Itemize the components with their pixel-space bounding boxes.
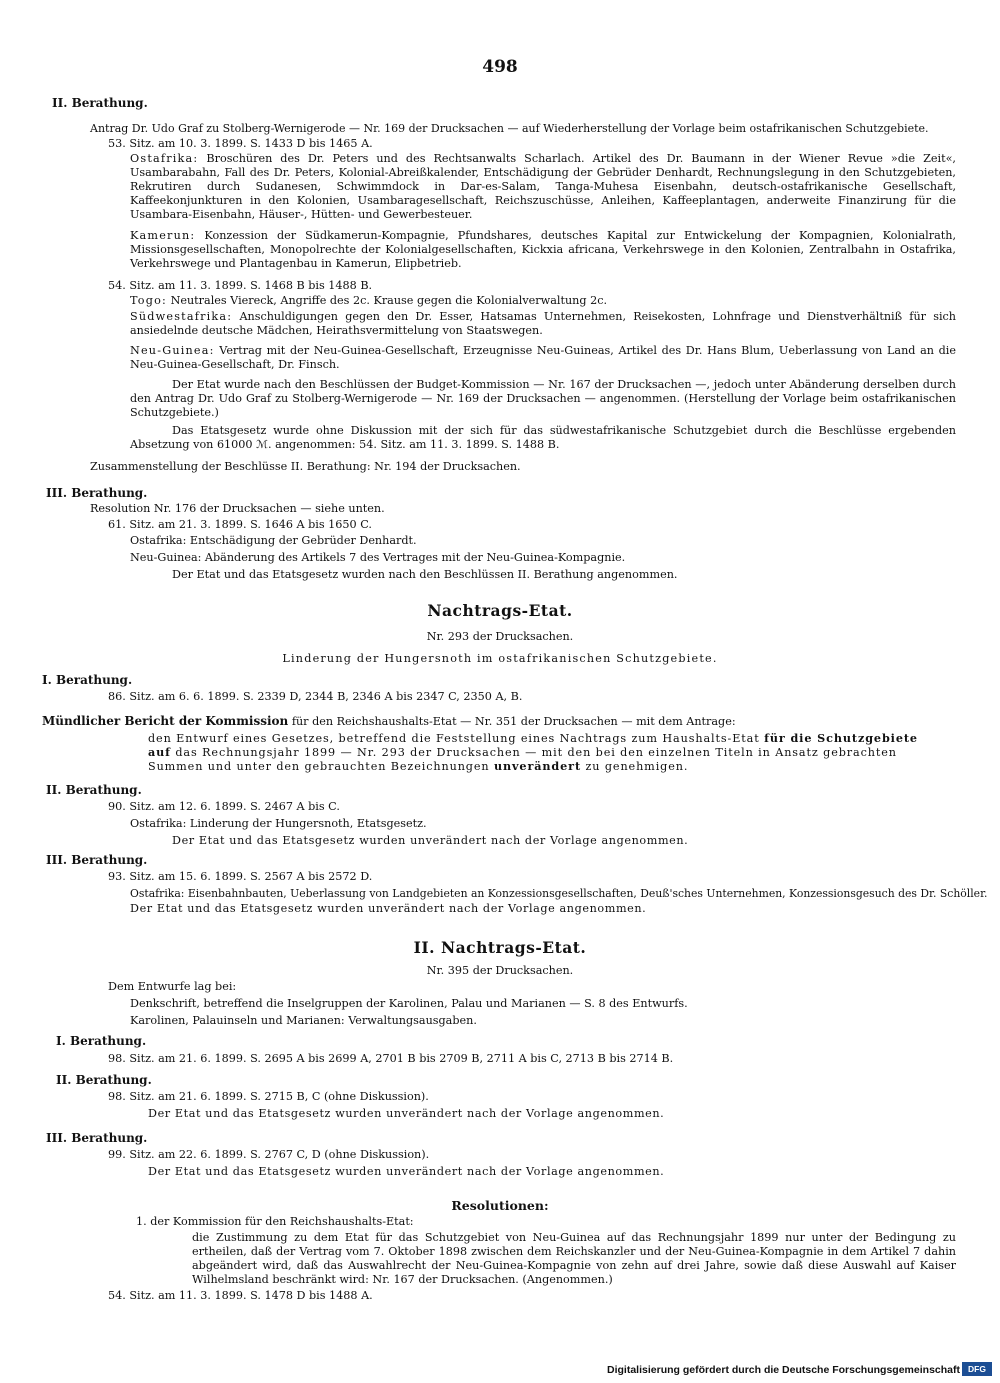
resolution-ref: Resolution Nr. 176 der Drucksachen — siehe unten. bbox=[90, 502, 385, 515]
antrag-line-3 bbox=[148, 759, 688, 774]
ostafrika-eisenbahnbauten: Ostafrika: Eisenbahnbauten, Ueberlassung von Landgebieten an Konzessionsgesellschaften, Deuß'sches Unternehmen, Konzessionsgesuch des Dr. Schöller. bbox=[130, 887, 988, 900]
kamerun-entry bbox=[130, 229, 956, 271]
antrag-text-2: das Rechnungsjahr 1899 — Nr. 293 der Drucksachen — mit den bei den einzelnen Titeln in Ansatz gebrachten bbox=[175, 746, 897, 759]
resolution-sitzung-54: 54. Sitz. am 11. 3. 1899. S. 1478 D bis 1488 A. bbox=[108, 1289, 373, 1302]
zusammenstellung: Zusammenstellung der Beschlüsse II. Berathung: Nr. 194 der Drucksachen. bbox=[90, 460, 521, 473]
resolutionen-title: Resolutionen: bbox=[451, 1198, 549, 1213]
heading-iii-berathung: III. Berathung. bbox=[46, 486, 148, 500]
togo-text: Neutrales Viereck, Angriffe des 2c. Krause gegen die Kolonialverwaltung 2c. bbox=[170, 294, 608, 307]
sitzung-99: 99. Sitz. am 22. 6. 1899. S. 2767 C, D (ohne Diskussion). bbox=[108, 1148, 430, 1161]
sitzung-98a: 98. Sitz. am 21. 6. 1899. S. 2695 A bis 2699 A, 2701 B bis 2709 B, 2711 A bis C, 2713 B bis 2714 B. bbox=[108, 1052, 674, 1065]
ostafrika-hungersnoth: Ostafrika: Linderung der Hungersnoth, Etatsgesetz. bbox=[130, 817, 427, 830]
kamerun-text: Konzession der Südkamerun-Kompagnie, Pfundshares, deutsches Kapital zur Entwickelung der Kompagnien, Kolonialrath, Missionsgesellschaften, Monopolrechte der Kolonialgesellschaften, Kickxia africana, Verkehrswege in den Kolonien, Zentralbahn in Ostafrika, Verkehrswege und Plantagenbau in Kamerun, Elipbetrieb. bbox=[130, 229, 956, 270]
antrag-text-1: den Entwurf eines Gesetzes, betreffend die Feststellung eines Nachtrags zum Haushalts-Etat bbox=[148, 732, 760, 745]
antrag-line-2 bbox=[148, 745, 897, 760]
denkschrift: Denkschrift, betreffend die Inselgruppen der Karolinen, Palau und Marianen — S. 8 des Entwurfs. bbox=[130, 997, 688, 1010]
sec2-result: Der Etat und das Etatsgesetz wurden nach den Beschlüssen II. Berathung angenommen. bbox=[172, 568, 678, 581]
page-number: 498 bbox=[482, 57, 518, 77]
ostafrika-denhardt: Ostafrika: Entschädigung der Gebrüder Denhardt. bbox=[130, 534, 417, 547]
suedwestafrika-text: Anschuldigungen gegen den Dr. Esser, Hatsamas Unternehmen, Reisekosten, Lohnfrage und Dienstverhältniß für sich ansiedelnde deutsche Mädchen, Heirathsvermittelung von Staatswegen. bbox=[130, 310, 956, 337]
togo-label: Togo: bbox=[130, 294, 167, 307]
sitzung-61: 61. Sitz. am 21. 3. 1899. S. 1646 A bis 1650 C. bbox=[108, 518, 372, 531]
etat-result: Der Etat wurde nach den Beschlüssen der Budget-Kommission — Nr. 167 der Drucksachen —, jedoch unter Abänderung derselben durch den Antrag Dr. Udo Graf zu Stolberg-Wernigerode — Nr. 169 der Drucksachen — angenommen. (Herstellung der Vorlage beim ostafrikanischen Schutzgebiete.) bbox=[130, 378, 956, 419]
footer bbox=[0, 1362, 1000, 1378]
heading-iii-berathung-ii-nachtrag: III. Berathung. bbox=[46, 1131, 148, 1145]
suedwestafrika-entry bbox=[130, 310, 956, 338]
neuguinea-artikel: Neu-Guinea: Abänderung des Artikels 7 des Vertrages mit der Neu-Guinea-Kompagnie. bbox=[130, 551, 626, 564]
nachtrag-iii-result: Der Etat und das Etatsgesetz wurden unverändert nach der Vorlage angenommen. bbox=[130, 902, 647, 915]
karolinen: Karolinen, Palauinseln und Marianen: Verwaltungsausgaben. bbox=[130, 1014, 477, 1027]
ii-nachtrags-etat-title: II. Nachtrags-Etat. bbox=[413, 938, 587, 957]
heading-i-berathung-nachtrag: I. Berathung. bbox=[42, 673, 133, 687]
antrag-bold-3: unverändert bbox=[493, 759, 582, 773]
footer-credit: Digitalisierung gefördert durch die Deutsche Forschungsgemeinschaft bbox=[607, 1364, 960, 1376]
ii-nachtrag-ii-result: Der Etat und das Etatsgesetz wurden unverändert nach der Vorlage angenommen. bbox=[148, 1107, 665, 1120]
sitzung-53: 53. Sitz. am 10. 3. 1899. S. 1433 D bis 1465 A. bbox=[108, 137, 373, 150]
antrag-text-3: Summen und unter den gebrauchten Bezeichnungen bbox=[148, 760, 490, 773]
antrag-line-1 bbox=[148, 731, 918, 746]
antrag-bold-1: für die Schutzgebiete bbox=[764, 731, 918, 745]
togo-entry bbox=[130, 294, 607, 308]
bericht-bold: Mündlicher Bericht der Kommission bbox=[42, 714, 289, 728]
sitzung-90: 90. Sitz. am 12. 6. 1899. S. 2467 A bis C. bbox=[108, 800, 340, 813]
heading-iii-berathung-nachtrag: III. Berathung. bbox=[46, 853, 148, 867]
sitzung-54: 54. Sitz. am 11. 3. 1899. S. 1468 B bis 1488 B. bbox=[108, 279, 373, 292]
heading-ii-berathung: II. Berathung. bbox=[52, 96, 148, 110]
neuguinea-text: Vertrag mit der Neu-Guinea-Gesellschaft, Erzeugnisse Neu-Guineas, Artikel des Dr. Hans Blum, Ueberlassung von Land an die Neu-Guinea-Gesellschaft, Dr. Finsch. bbox=[130, 344, 957, 371]
nachtrags-etat-sub: Nr. 293 der Drucksachen. bbox=[426, 630, 574, 643]
dem-entwurfe: Dem Entwurfe lag bei: bbox=[108, 980, 237, 993]
neuguinea-label: Neu-Guinea: bbox=[130, 344, 215, 357]
sitzung-93: 93. Sitz. am 15. 6. 1899. S. 2567 A bis 2572 D. bbox=[108, 870, 373, 883]
antrag-bold-2: auf bbox=[148, 745, 171, 759]
heading-ii-berathung-nachtrag: II. Berathung. bbox=[46, 783, 142, 797]
antrag-line: Antrag Dr. Udo Graf zu Stolberg-Wernigerode — Nr. 169 der Drucksachen — auf Wiederherstellung der Vorlage beim ostafrikanischen Schutzgebiete. bbox=[90, 122, 929, 135]
antrag-text-3c: zu genehmigen. bbox=[585, 760, 689, 773]
nachtrags-etat-desc: Linderung der Hungersnoth im ostafrikanischen Schutzgebiete. bbox=[282, 652, 718, 665]
nachtrags-etat-title: Nachtrags-Etat. bbox=[427, 601, 573, 620]
ii-nachtrag-iii-result: Der Etat und das Etatsgesetz wurden unverändert nach der Vorlage angenommen. bbox=[148, 1165, 665, 1178]
resolution-item-1: 1. der Kommission für den Reichshaushalts-Etat: bbox=[136, 1215, 414, 1228]
heading-i-berathung-ii-nachtrag: I. Berathung. bbox=[56, 1034, 147, 1048]
heading-ii-berathung-ii-nachtrag: II. Berathung. bbox=[56, 1073, 152, 1087]
dfg-logo: DFG bbox=[962, 1362, 992, 1376]
ostafrika-text: Broschüren des Dr. Peters und des Rechtsanwalts Scharlach. Artikel des Dr. Baumann in der Wiener Revue »die Zeit«, Usambarabahn, Fall des Dr. Peters, Kolonial-Abreißkalender, Entschädigung der Gebrüder Denhardt, Rechnungslegung in den Schutzgebieten, Rekrutiren durch Sudanesen, Schwimmdock in Dar-es-Salam, Tanga-Muhesa Eisenbahn, deutsch-ostafrikanische Gesellschaft, Kaffeekonjunkturen in den Kolonien, Usambaragesellschaft, Reichszuschüsse, Anleihen, Kaffeeplantagen, anderweite Finanzirung für die Usambara-Eisenbahn, Häuser-, Hütten- und Gewerbesteuer. bbox=[130, 152, 956, 221]
ostafrika-entry bbox=[130, 152, 956, 222]
resolution-text: die Zustimmung zu dem Etat für das Schutzgebiet von Neu-Guinea auf das Rechnungsjahr 1899 nur unter der Bedingung zu ertheilen, daß der Vertrag vom 7. Oktober 1898 zwischen dem Reichskanzler und der Neu-Guinea-Kompagnie in dem Artikel 7 dahin abgeändert wird, daß das Auswahlrecht der Neu-Guinea-Kompagnie von zehn auf drei Jahre, sowie daß diese Auswahl auf Kaiser Wilhelmsland beschränkt wird: Nr. 167 der Drucksachen. (Angenommen.) bbox=[192, 1231, 956, 1286]
sitzung-86: 86. Sitz. am 6. 6. 1899. S. 2339 D, 2344 B, 2346 A bis 2347 C, 2350 A, B. bbox=[108, 690, 523, 703]
ostafrika-label: Ostafrika: bbox=[130, 152, 199, 165]
etatsgesetz-result: Das Etatsgesetz wurde ohne Diskussion mit der sich für das südwestafrikanische Schutzgebiet durch die Beschlüsse ergebenden Absetzung von 61000 ℳ. angenommen: 54. Sitz. am 11. 3. 1899. S. 1488 B. bbox=[130, 424, 956, 451]
bericht-line bbox=[42, 714, 736, 729]
suedwestafrika-label: Südwestafrika: bbox=[130, 310, 233, 323]
nachtrag-ii-result: Der Etat und das Etatsgesetz wurden unverändert nach der Vorlage angenommen. bbox=[172, 834, 689, 847]
bericht-rest: für den Reichshaushalts-Etat — Nr. 351 der Drucksachen — mit dem Antrage: bbox=[291, 715, 736, 728]
sitzung-98b: 98. Sitz. am 21. 6. 1899. S. 2715 B, C (ohne Diskussion). bbox=[108, 1090, 429, 1103]
neuguinea-entry bbox=[130, 344, 956, 372]
ii-nachtrags-etat-sub: Nr. 395 der Drucksachen. bbox=[426, 964, 574, 977]
kamerun-label: Kamerun: bbox=[130, 229, 196, 242]
